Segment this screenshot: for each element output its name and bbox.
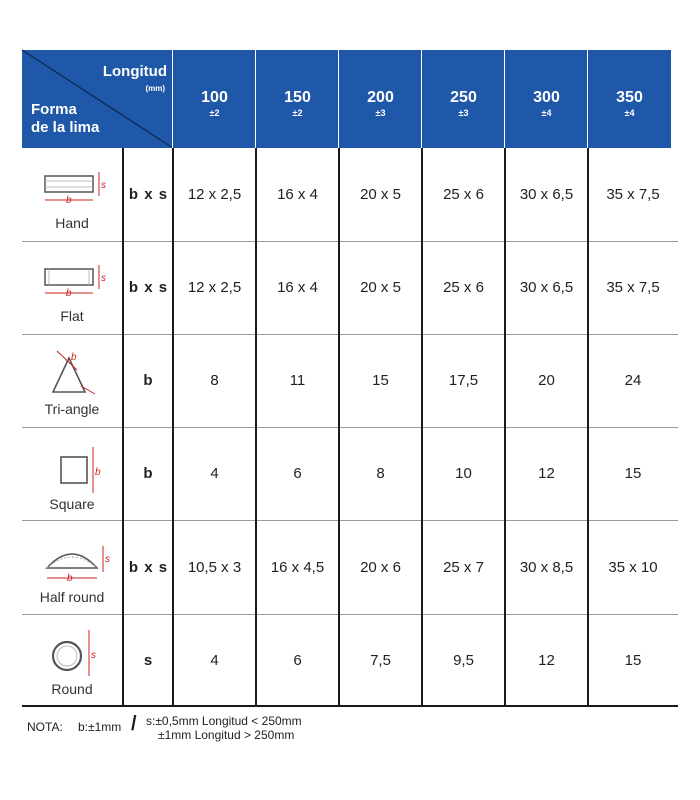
dim-cell-hand: b x s: [128, 186, 169, 203]
note-b-tolerance: b:±1mm: [78, 720, 122, 734]
value-cell: 17,5: [448, 372, 479, 389]
value-cell: 16 x 4,5: [270, 558, 325, 576]
value-cell: 4: [210, 465, 219, 482]
value-cell: 20 x 5: [360, 186, 401, 203]
value-cell: 10: [455, 465, 472, 482]
header-col-divider: [421, 50, 422, 148]
svg-text:b: b: [71, 352, 77, 363]
header-col-350: 350 ±4: [588, 50, 671, 148]
shape-cell-hand: [22, 148, 122, 241]
value-cell: 24: [624, 372, 642, 389]
shape-cell-half-round: [22, 520, 122, 614]
value-cell: 7,5: [370, 652, 391, 669]
value-cell: 30 x 6,5: [519, 186, 574, 203]
svg-text:b: b: [66, 195, 72, 206]
value-cell: 11: [289, 372, 306, 389]
svg-text:s: s: [105, 554, 110, 565]
value-cell: 25 x 7: [443, 558, 484, 576]
row-divider: [22, 334, 678, 335]
row-divider: [22, 614, 678, 615]
header-col-250: 250 ±3: [422, 50, 505, 148]
svg-text:s: s: [101, 180, 106, 191]
shape-cell-round: [22, 614, 122, 707]
value-cell: 12 x 2,5: [187, 186, 242, 203]
shape-cell-flat: [22, 241, 122, 334]
value-cell: 8: [210, 372, 219, 389]
header-col-200: 200 ±3: [339, 50, 422, 148]
value-cell: 20: [538, 372, 555, 389]
shape-label-square: Square: [49, 496, 95, 512]
value-cell: 9,5: [453, 652, 474, 669]
value-cell: 12: [538, 652, 555, 669]
value-cell: 30 x 8,5: [519, 558, 574, 576]
half-round-file-icon: [37, 538, 110, 588]
value-cell: 25 x 6: [443, 279, 484, 296]
note-s-tolerance: s:±0,5mm Longitud < 250mm ±1mm Longitud > 250mm: [146, 714, 302, 742]
value-cell: 4: [210, 652, 219, 669]
header-corner-cell: [22, 50, 173, 148]
svg-text:b: b: [95, 467, 101, 478]
value-cell: 12: [538, 465, 555, 482]
value-cell: 35 x 7,5: [606, 279, 660, 296]
shape-label-triangle: Tri-angle: [44, 401, 100, 417]
shape-cell-triangle: [22, 334, 122, 427]
dim-cell-round: s: [143, 652, 154, 669]
round-file-icon: [39, 626, 105, 680]
triangle-file-icon: [39, 348, 105, 400]
value-cell: 15: [372, 372, 389, 389]
col-divider: [255, 148, 257, 707]
col-divider: [421, 148, 423, 707]
value-cell: 20 x 6: [360, 558, 401, 576]
unit-label: (mm): [145, 84, 165, 93]
col-divider: [504, 148, 506, 707]
shape-label-flat: Flat: [60, 308, 84, 324]
col-divider: [122, 148, 124, 707]
row-divider: [22, 427, 678, 428]
note-label: NOTA:: [27, 720, 63, 734]
header-col-150: 150 ±2: [256, 50, 339, 148]
hand-file-icon: [39, 172, 105, 214]
col-divider: [172, 148, 174, 707]
dim-cell-flat: b x s: [128, 279, 169, 296]
value-cell: 15: [624, 652, 642, 669]
value-cell: 10,5 x 3: [187, 558, 242, 576]
value-cell: 15: [624, 465, 642, 482]
shape-label-half-round: Half round: [39, 589, 105, 605]
header-col-divider: [338, 50, 339, 148]
value-cell: 12 x 2,5: [187, 279, 242, 296]
value-cell: 35 x 10: [608, 558, 658, 576]
flat-file-icon: [39, 265, 105, 307]
square-file-icon: [39, 441, 105, 495]
shape-label-round: Round: [51, 681, 93, 697]
value-cell: 8: [376, 465, 385, 482]
value-cell: 35 x 7,5: [606, 186, 660, 203]
header-col-100: 100 ±2: [173, 50, 256, 148]
forma-label: Forma de la lima: [31, 101, 100, 136]
header-col-divider: [587, 50, 588, 148]
col-divider: [587, 148, 589, 707]
col-divider: [338, 148, 340, 707]
value-cell: 16 x 4: [277, 186, 318, 203]
row-divider: [22, 520, 678, 521]
shape-cell-square: [22, 427, 122, 520]
header-col-300: 300 ±4: [505, 50, 588, 148]
table-bottom-border: [22, 705, 678, 707]
row-divider: [22, 241, 678, 242]
svg-text:b: b: [66, 288, 72, 299]
header-col-divider: [255, 50, 256, 148]
value-cell: 30 x 6,5: [519, 279, 574, 296]
svg-text:s: s: [91, 650, 96, 661]
value-cell: 6: [293, 652, 302, 669]
file-size-table: [22, 50, 678, 707]
dim-cell-square: b: [143, 465, 154, 482]
value-cell: 16 x 4: [277, 279, 318, 296]
svg-text:s: s: [101, 273, 106, 284]
value-cell: 20 x 5: [360, 279, 401, 296]
longitud-label: Longitud: [102, 63, 167, 80]
header-col-divider: [172, 50, 173, 148]
shape-label-hand: Hand: [55, 215, 89, 231]
svg-text:b: b: [67, 573, 73, 584]
dim-cell-triangle: b: [143, 372, 154, 389]
header-col-divider: [504, 50, 505, 148]
dim-cell-half-round: b x s: [128, 558, 169, 576]
note-slash: /: [131, 713, 137, 735]
value-cell: 25 x 6: [443, 186, 484, 203]
value-cell: 6: [293, 465, 302, 482]
